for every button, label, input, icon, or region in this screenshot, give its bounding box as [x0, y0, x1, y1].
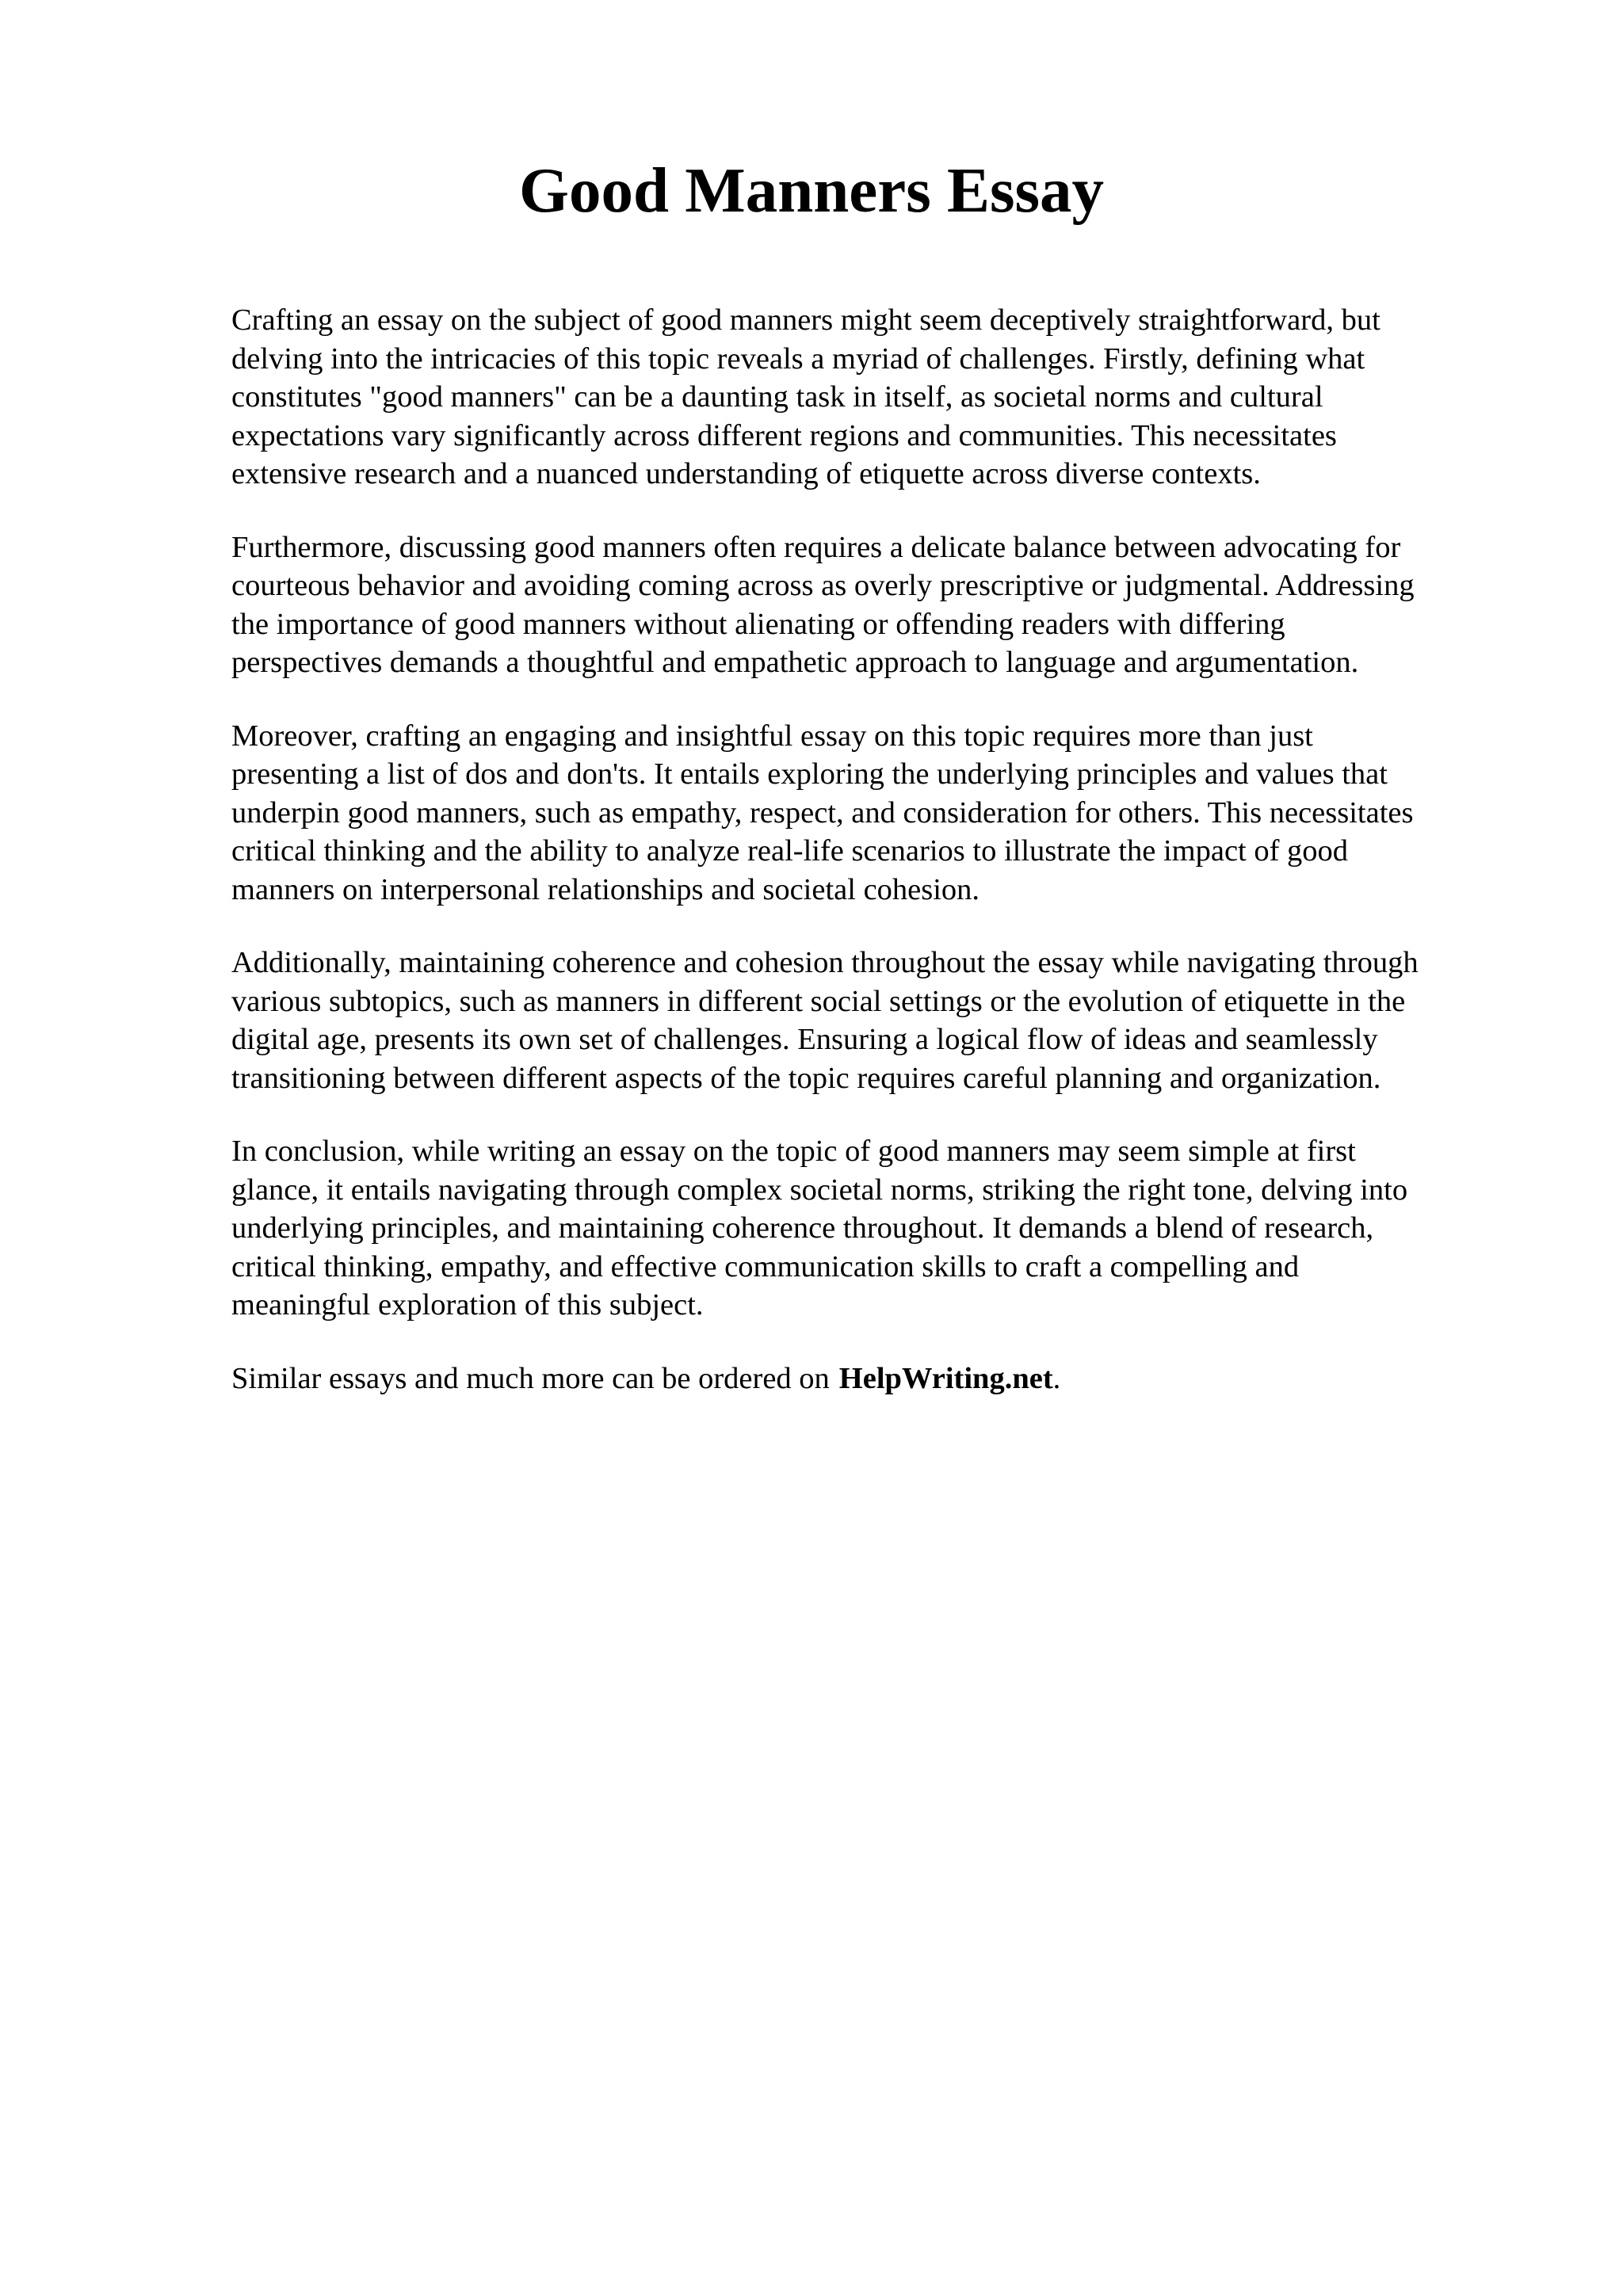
text-line: Moreover, crafting an engaging and insightful essay on this topic requires more than just — [231, 719, 1313, 753]
text-line: perspectives demands a thoughtful and empathetic approach to language and argumentation. — [231, 646, 1359, 679]
footer-note — [231, 1360, 1515, 1398]
text-line: constitutes "good manners" can be a daunting task in itself, as societal norms and cultural — [231, 380, 1323, 414]
text-line: delving into the intricacies of this topic reveals a myriad of challenges. Firstly, defining what — [231, 341, 1365, 376]
helpwriting-link[interactable]: HelpWriting.net — [838, 1361, 1053, 1395]
text-line: Crafting an essay on the subject of good manners might seem deceptively straightforward, but — [231, 303, 1381, 337]
footer-prefix: Similar essays and much more can be ordered on — [231, 1361, 830, 1395]
text-line: glance, it entails navigating through complex societal norms, striking the right tone, delving into — [231, 1173, 1408, 1207]
text-line: expectations vary significantly across different regions and communities. This necessitates — [231, 418, 1337, 452]
paragraph-4 — [231, 944, 1515, 1097]
paragraph-1 — [231, 301, 1515, 494]
paragraph-5 — [231, 1132, 1515, 1325]
paragraph-2 — [231, 528, 1515, 682]
text-line: manners on interpersonal relationships and societal cohesion. — [231, 872, 980, 906]
text-line: digital age, presents its own set of challenges. Ensuring a logical flow of ideas and seamlessly — [231, 1023, 1378, 1056]
text-line: Furthermore, discussing good manners often requires a delicate balance between advocating for — [231, 530, 1401, 564]
text-line: In conclusion, while writing an essay on the topic of good manners may seem simple at first — [231, 1135, 1356, 1168]
text-line: Additionally, maintaining coherence and cohesion throughout the essay while navigating through — [231, 946, 1419, 979]
text-line: presenting a list of dos and don'ts. It entails exploring the underlying principles and values that — [231, 757, 1388, 791]
text-line: transitioning between different aspects of the topic requires careful planning and organization. — [231, 1061, 1381, 1095]
page-title: Good Manners Essay — [518, 154, 1105, 226]
text-line: underlying principles, and maintaining coherence throughout. It demands a blend of research, — [231, 1211, 1374, 1245]
text-line: underpin good manners, such as empathy, respect, and consideration for others. This necessitates — [231, 795, 1414, 830]
text-line: various subtopics, such as manners in different social settings or the evolution of etiquette in the — [231, 984, 1406, 1018]
text-line: extensive research and a nuanced understanding of etiquette across diverse contexts. — [231, 457, 1261, 490]
paragraph-3 — [231, 717, 1515, 910]
essay-body — [231, 301, 1515, 1398]
footer-suffix: . — [1052, 1361, 1061, 1395]
text-line: meaningful exploration of this subject. — [231, 1288, 704, 1322]
text-line: critical thinking, empathy, and effective communication skills to craft a compelling and — [231, 1249, 1300, 1283]
text-line: critical thinking and the ability to analyze real-life scenarios to illustrate the impact of good — [231, 834, 1349, 868]
text-line: the importance of good manners without alienating or offending readers with differing — [231, 607, 1285, 641]
text-line: courteous behavior and avoiding coming across as overly prescriptive or judgmental. Addressing — [231, 569, 1415, 602]
